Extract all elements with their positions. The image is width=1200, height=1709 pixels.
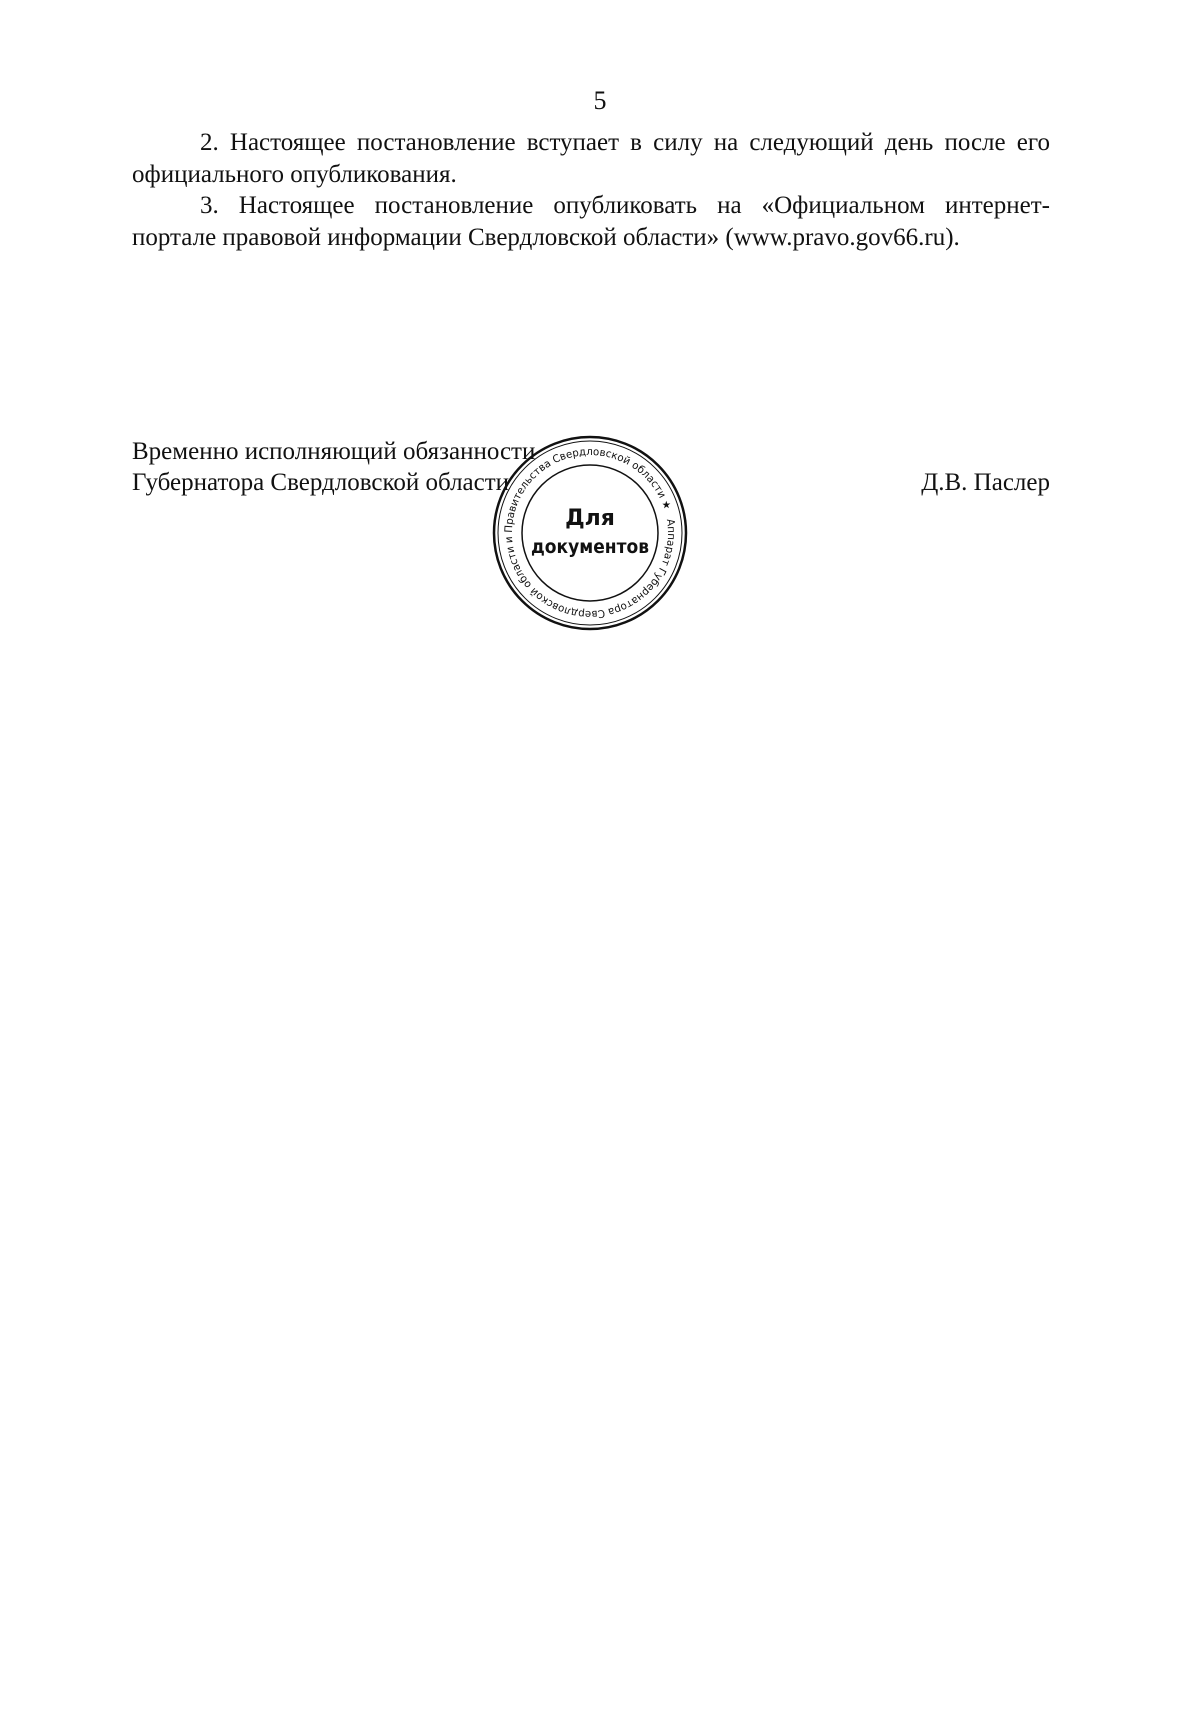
svg-text:Аппарат Губернатора Свердловск [490,433,690,633]
signatory-position-line-2: Губернатора Свердловской области [132,469,510,496]
stamp-center-line-1: Для [565,506,615,531]
paragraph-2-line-1: 2. Настоящее постановление вступает в силу на следующий день после его [200,129,1050,156]
paragraph-2-line-2: официального опубликования. [132,161,457,188]
paragraph-3-line-2: портале правовой информации Свердловской области» (www.pravo.gov66.ru). [132,224,960,251]
paragraph-3-line-1: 3. Настоящее постановление опубликовать на «Официальном интернет- [200,192,1050,219]
signatory-position-line-1: Временно исполняющий обязанности [132,438,536,465]
official-stamp [490,433,690,633]
signatory-name: Д.В. Паслер [921,469,1050,496]
stamp-ring-text: Аппарат Губернатора Свердловской области и Правительства Свердловской области ★ [502,445,678,621]
stamp-center-line-2: документов [531,536,649,558]
page-number: 5 [593,86,607,115]
